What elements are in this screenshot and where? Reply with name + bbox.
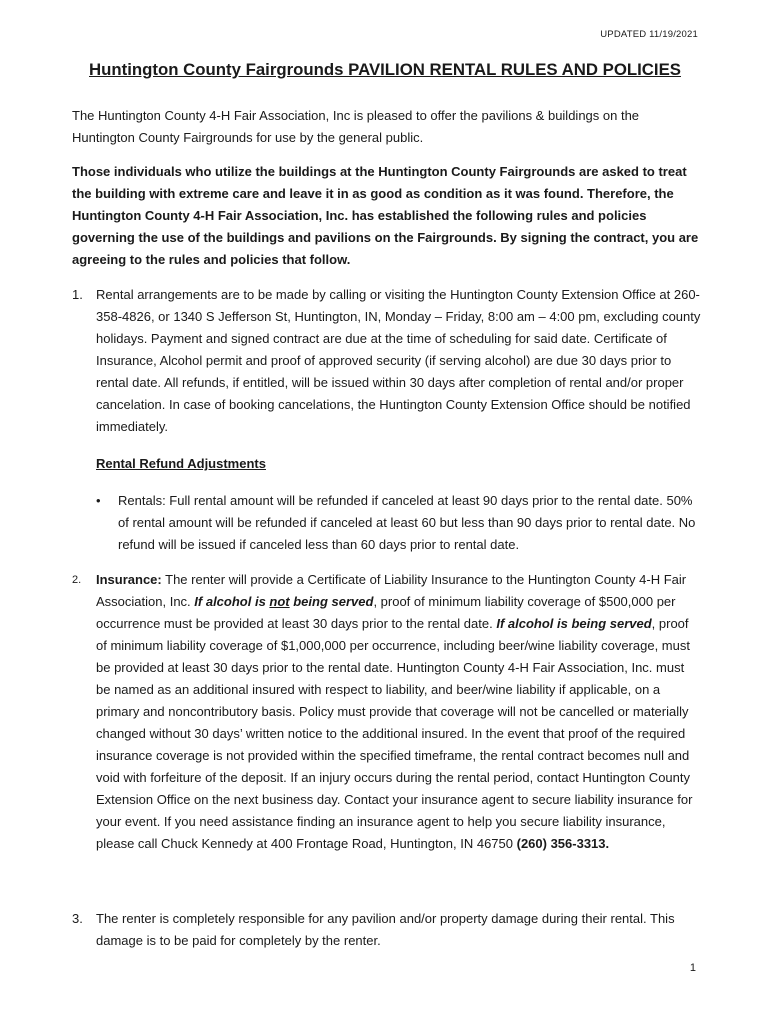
rule-number: 1. bbox=[72, 287, 83, 302]
page-title: Huntington County Fairgrounds PAVILION RENTAL RULES AND POLICIES bbox=[89, 60, 681, 79]
rule-item-3 bbox=[72, 908, 702, 952]
phone-number: (260) 356-3313. bbox=[516, 836, 610, 851]
rule-text: The renter is completely responsible for any pavilion and/or property damage during their rental. This damage is to be paid for completely by the renter. bbox=[96, 911, 675, 948]
rule-text: Rental arrangements are to be made by calling or visiting the Huntington County Extension Office at 260-358-4826, or 1340 S Jefferson St, Huntington, IN, Monday – Friday, 8:00 am – 4:00 pm, excluding county holidays. Payment and signed contract are due at the time of scheduling for said date. Certificate of Insurance, Alcohol permit and proof of approved security (if serving alcohol) are due 30 days prior to rental date. All refunds, if entitled, will be issued within 30 days after completion of rental and/or proper cancelation. In case of booking cancelations, the Huntington County Extension Office should be notified immediately. bbox=[96, 287, 701, 434]
rule-number: 3. bbox=[72, 911, 83, 926]
rule-number: 2. bbox=[72, 574, 82, 586]
rule-item-2 bbox=[72, 569, 702, 855]
page-number: 1 bbox=[689, 962, 696, 974]
notice-paragraph: Those individuals who utilize the buildings at the Huntington County Fairgrounds are asked to treat the building with extreme care and leave it in as good as condition as it was found. Therefore, the Huntington County 4-H Fair Association, Inc. has established the following rules and policies governing the use of the buildings and pavilions on the Fairgrounds. By signing the contract, you are agreeing to the rules and policies that follow. bbox=[72, 164, 699, 267]
intro-paragraph: The Huntington County 4-H Fair Association, Inc is pleased to offer the pavilions & buildings on the Huntington County Fairgrounds for use by the general public. bbox=[72, 108, 640, 145]
emphasis-alcohol: If alcohol is being served bbox=[496, 616, 652, 631]
rule-item-1 bbox=[72, 284, 702, 438]
refund-text: Rentals: Full rental amount will be refunded if canceled at least 90 days prior to the rental date. 50% of rental amount will be refunded if canceled at least 60 but less than 90 days prior to rental date. No refund will be issued if canceled less than 60 days prior to rental date. bbox=[118, 493, 696, 552]
emphasis-no-alcohol-a: If alcohol is bbox=[194, 594, 270, 609]
bullet-icon: • bbox=[96, 493, 101, 508]
rule-text bbox=[96, 569, 702, 855]
insurance-label: Insurance: bbox=[96, 572, 162, 587]
emphasis-not: not bbox=[269, 594, 290, 609]
refund-bullet-item bbox=[96, 490, 702, 556]
text-span: The renter will provide a Certificate of Liability Insurance to the Huntington County 4-H Fair Association, Inc. bbox=[96, 572, 687, 609]
updated-date: UPDATED 11/19/2021 bbox=[600, 29, 698, 40]
text-span: , proof of minimum liability coverage of $500,000 per occurrence must be provided at least 30 days prior to the rental date. bbox=[96, 594, 676, 631]
emphasis-no-alcohol-c: being served bbox=[289, 594, 374, 609]
refund-heading: Rental Refund Adjustments bbox=[96, 456, 266, 471]
text-span: , proof of minimum liability coverage of $1,000,000 per occurrence, including beer/wine liability coverage, must be provided at least 30 days prior to the rental date. Huntington County 4-H Fair Association, Inc. must be named as an additional insured with respect to liability, and beer/wine liability if applicable, on a primary and noncontributory basis. Policy must provide that coverage will not be cancelled or materially changed without 30 days’ written notice to the additional insured. In the event that proof of the required insurance coverage is not provided within the specified timeframe, the rental contract becomes null and void with forfeiture of the deposit. If an injury occurs during the rental period, contact Huntington County Extension Office on the next business day. Contact your insurance agent to secure liability insurance for your event. If you need assistance finding an insurance agent to help you secure liability insurance, please call Chuck Kennedy at 400 Frontage Road, Huntington, IN 46750 bbox=[96, 616, 693, 851]
